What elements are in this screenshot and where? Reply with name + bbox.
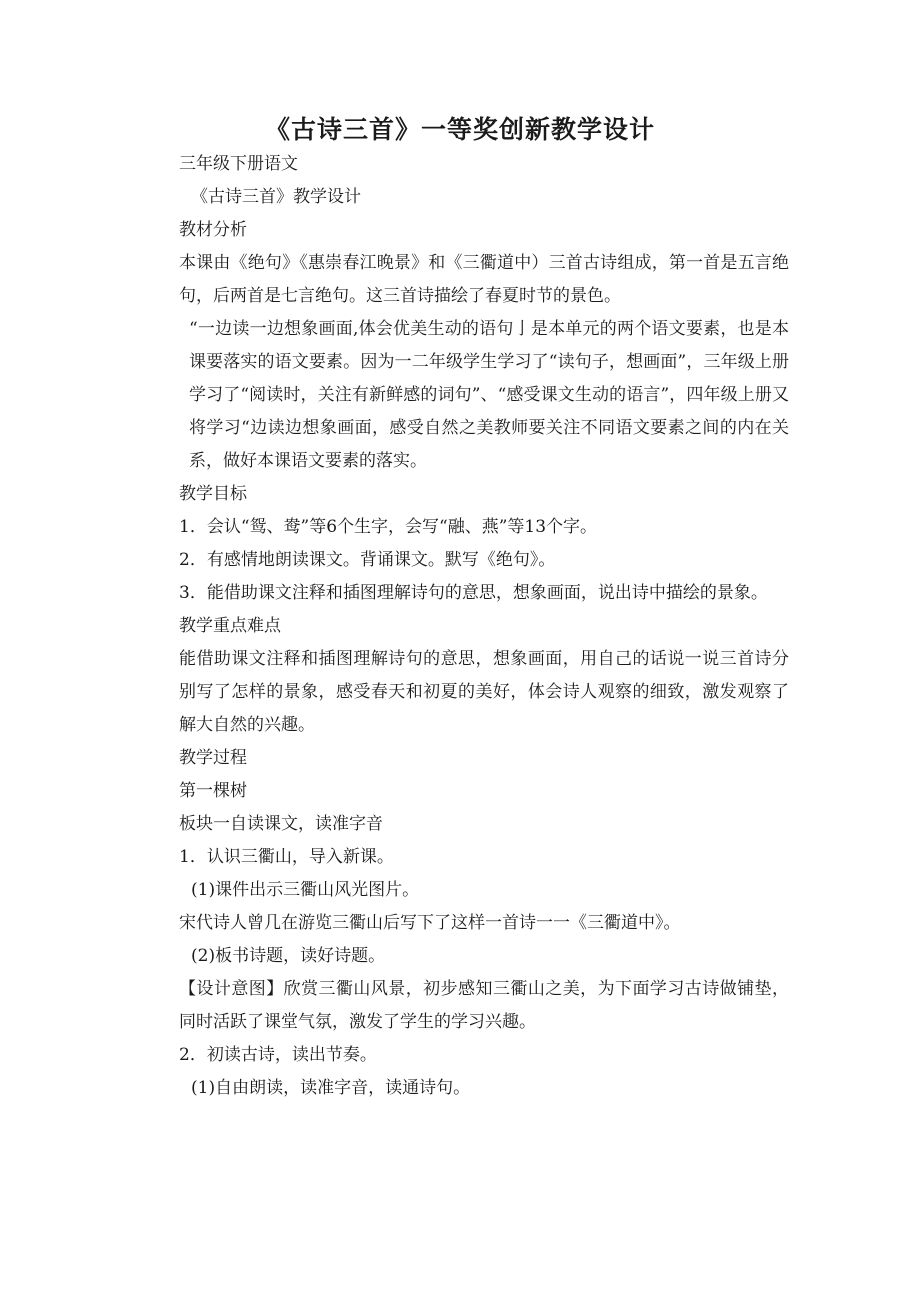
grade-line: 三年级下册语文 xyxy=(179,154,298,174)
goal-item-1: 1．会认“鸳、鸯”等6个生字，会写“融、燕”等13个字。 xyxy=(179,517,598,537)
heading-process: 教学过程 xyxy=(179,748,247,768)
heading-analysis: 教材分析 xyxy=(179,220,247,240)
section-first: 第一棵树 xyxy=(179,781,247,801)
step-1-sub-1: (1)课件出示三衢山风光图片。 xyxy=(191,880,420,900)
subtitle: 《古诗三首》教学设计 xyxy=(191,187,361,207)
block-one-heading: 板块一自读课文，读准字音 xyxy=(179,814,383,834)
goal-item-3: 3．能借助课文注释和插图理解诗句的意思，想象画面，说出诗中描绘的景象。 xyxy=(179,583,768,603)
document-body xyxy=(139,148,789,1105)
design-intent: 【设计意图】欣赏三衢山风景，初步感知三衢山之美，为下面学习古诗做铺垫，同时活跃了课堂气氛，激发了学生的学习兴趣。 xyxy=(179,979,789,1032)
step-1-sub-2: (2)板书诗题，读好诗题。 xyxy=(191,946,386,966)
document-title: 《古诗三首》一等奖创新教学设计 xyxy=(264,115,655,144)
heading-key-points: 教学重点难点 xyxy=(179,616,281,636)
step-1: 1．认识三衢山，导入新课。 xyxy=(179,847,394,867)
goal-item-2: 2．有感情地朗读课文。背诵课文。默写《绝句》。 xyxy=(179,550,556,570)
paragraph-analysis: 本课由《绝句》《惠崇春江晚景》和《三衢道中）三首古诗组成，第一首是五言绝句，后两首是七言绝句。这三首诗描绘了春夏时节的景色。 xyxy=(179,253,789,306)
paragraph-key-points: 能借助课文注释和插图理解诗句的意思，想象画面，用自己的话说一说三首诗分别写了怎样的景象，感受春天和初夏的美好，体会诗人观察的细致，激发观察了解大自然的兴趣。 xyxy=(179,649,789,735)
poet-intro: 宋代诗人曾几在游览三衢山后写下了这样一首诗一一《三衢道中》。 xyxy=(179,913,681,933)
step-2: 2．初读古诗，读出节奏。 xyxy=(179,1045,377,1065)
heading-goals: 教学目标 xyxy=(179,484,247,504)
step-2-sub-1: (1)自由朗读，读准字音，读通诗句。 xyxy=(191,1078,471,1098)
paragraph-elements: “一边读一边想象画面,体会优美生动的语句亅是本单元的两个语文要素，也是本课要落实的语文要素。因为一二年级学生学习了“读句子，想画面”，三年级上册学习了“阅读时，关注有新鲜感的词句”、“感受课文生动的语言”，四年级上册又将学习“边读边想象画面，感受自然之美教师要关注不同语文要素之间的内在关系，做好本课语文要素的落实。 xyxy=(189,319,789,471)
